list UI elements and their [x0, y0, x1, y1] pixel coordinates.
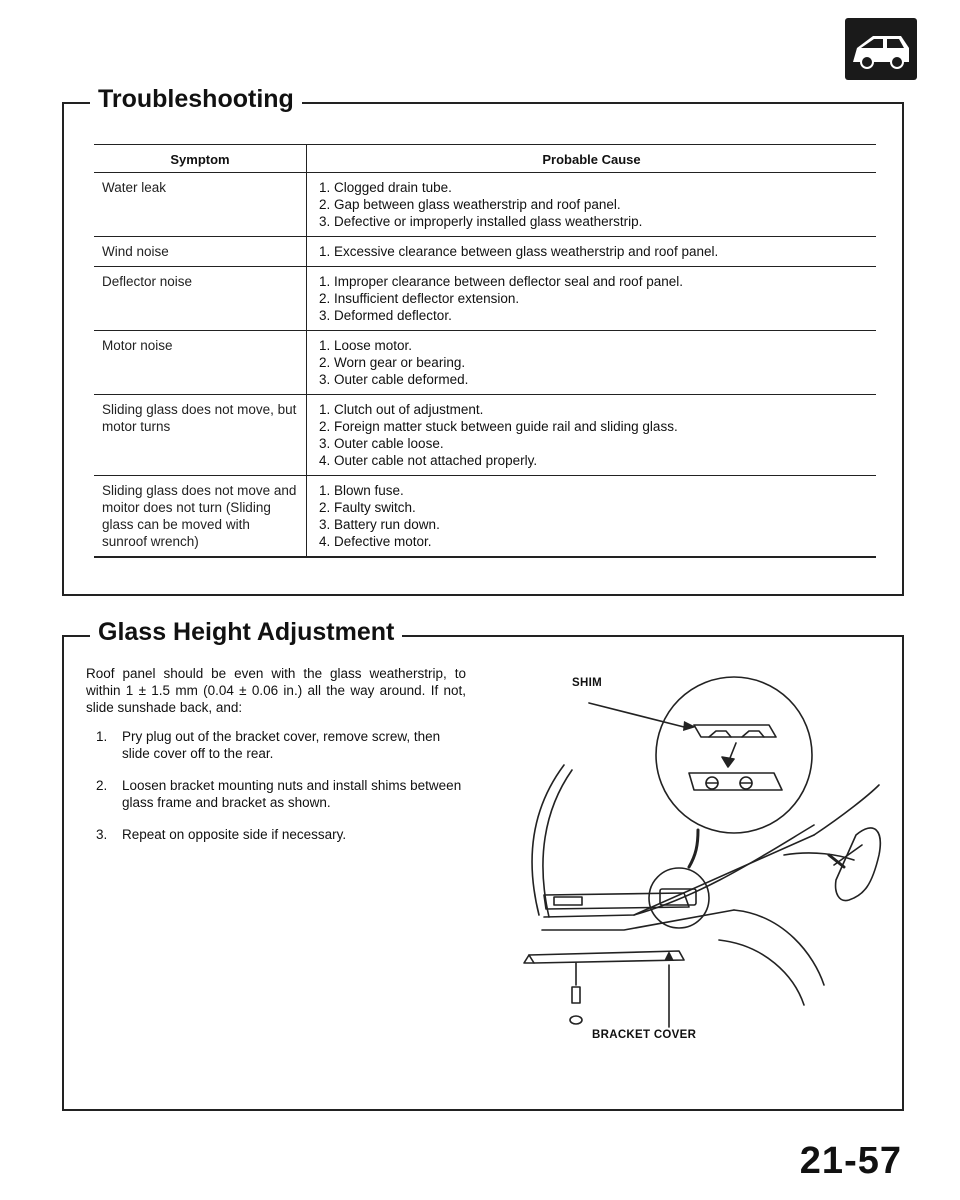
- step-item: [86, 826, 466, 843]
- car-body-icon: [845, 18, 917, 80]
- cause-item: 3. Battery run down.: [319, 517, 440, 532]
- step-text: Pry plug out of the bracket cover, remove screw, then slide cover off to the rear.: [122, 729, 441, 761]
- cause-item: 3. Outer cable loose.: [319, 436, 444, 451]
- cause-item: 1. Loose motor.: [319, 338, 413, 353]
- table-row: [94, 237, 876, 267]
- shim-label: SHIM: [572, 677, 602, 689]
- symptom-cell: Motor noise: [94, 331, 307, 395]
- step-number: 1.: [96, 729, 108, 744]
- cause-item: 1. Blown fuse.: [319, 483, 404, 498]
- step-item: [86, 777, 466, 811]
- cause-item: 3. Outer cable deformed.: [319, 372, 469, 387]
- symptom-cell: Sliding glass does not move and moitor does not turn (Sliding glass can be moved with sunroof wrench): [94, 476, 307, 558]
- cause-header: Probable Cause: [307, 145, 877, 173]
- glass-height-diagram: [484, 655, 894, 1041]
- cause-cell: [307, 267, 877, 331]
- step-number: 2.: [96, 778, 108, 793]
- section-title: Glass Height Adjustment: [90, 615, 402, 649]
- troubleshooting-section: [62, 85, 904, 596]
- cause-item: 4. Defective motor.: [319, 534, 432, 549]
- cause-cell: [307, 476, 877, 558]
- cause-cell: [307, 173, 877, 237]
- step-text: Loosen bracket mounting nuts and install shims between glass frame and bracket as shown.: [122, 778, 462, 810]
- cause-cell: [307, 395, 877, 476]
- intro-paragraph: Roof panel should be even with the glass weatherstrip, to within 1 ± 1.5 mm (0.04 ± 0.06 in.) all the way around. If not, slide sunshade back, and:: [86, 666, 466, 715]
- sunroof-bracket-illustration: [484, 655, 894, 1035]
- symptom-cell: Wind noise: [94, 237, 307, 267]
- cause-item: 4. Outer cable not attached properly.: [319, 453, 538, 468]
- step-text: Repeat on opposite side if necessary.: [122, 827, 347, 842]
- cause-item: 3. Defective or improperly installed glass weatherstrip.: [319, 214, 643, 229]
- instructions: [86, 665, 466, 858]
- step-item: [86, 728, 466, 762]
- cause-item: 2. Worn gear or bearing.: [319, 355, 466, 370]
- symptom-header: Symptom: [94, 145, 307, 173]
- cause-item: 3. Deformed deflector.: [319, 308, 452, 323]
- glass-height-section: [62, 618, 904, 1111]
- cause-item: 2. Foreign matter stuck between guide rail and sliding glass.: [319, 419, 678, 434]
- cause-item: 1. Clutch out of adjustment.: [319, 402, 484, 417]
- table-row: [94, 476, 876, 558]
- cause-item: 2. Gap between glass weatherstrip and roof panel.: [319, 197, 621, 212]
- table-row: [94, 395, 876, 476]
- troubleshooting-table: [94, 144, 876, 558]
- section-title: Troubleshooting: [90, 82, 302, 116]
- cause-item: 1. Improper clearance between deflector seal and roof panel.: [319, 274, 683, 289]
- cause-item: 2. Insufficient deflector extension.: [319, 291, 520, 306]
- table-row: [94, 331, 876, 395]
- symptom-cell: Sliding glass does not move, but motor turns: [94, 395, 307, 476]
- page-number: 21-57: [799, 1140, 902, 1182]
- symptom-cell: Deflector noise: [94, 267, 307, 331]
- bracket-cover-label: BRACKET COVER: [592, 1029, 697, 1041]
- cause-item: 1. Excessive clearance between glass weatherstrip and roof panel.: [319, 244, 719, 259]
- table-row: [94, 173, 876, 237]
- step-number: 3.: [96, 827, 108, 842]
- cause-item: 2. Faulty switch.: [319, 500, 416, 515]
- cause-item: 1. Clogged drain tube.: [319, 180, 452, 195]
- cause-cell: [307, 331, 877, 395]
- table-row: [94, 267, 876, 331]
- symptom-cell: Water leak: [94, 173, 307, 237]
- table-header-row: [94, 145, 876, 173]
- cause-cell: [307, 237, 877, 267]
